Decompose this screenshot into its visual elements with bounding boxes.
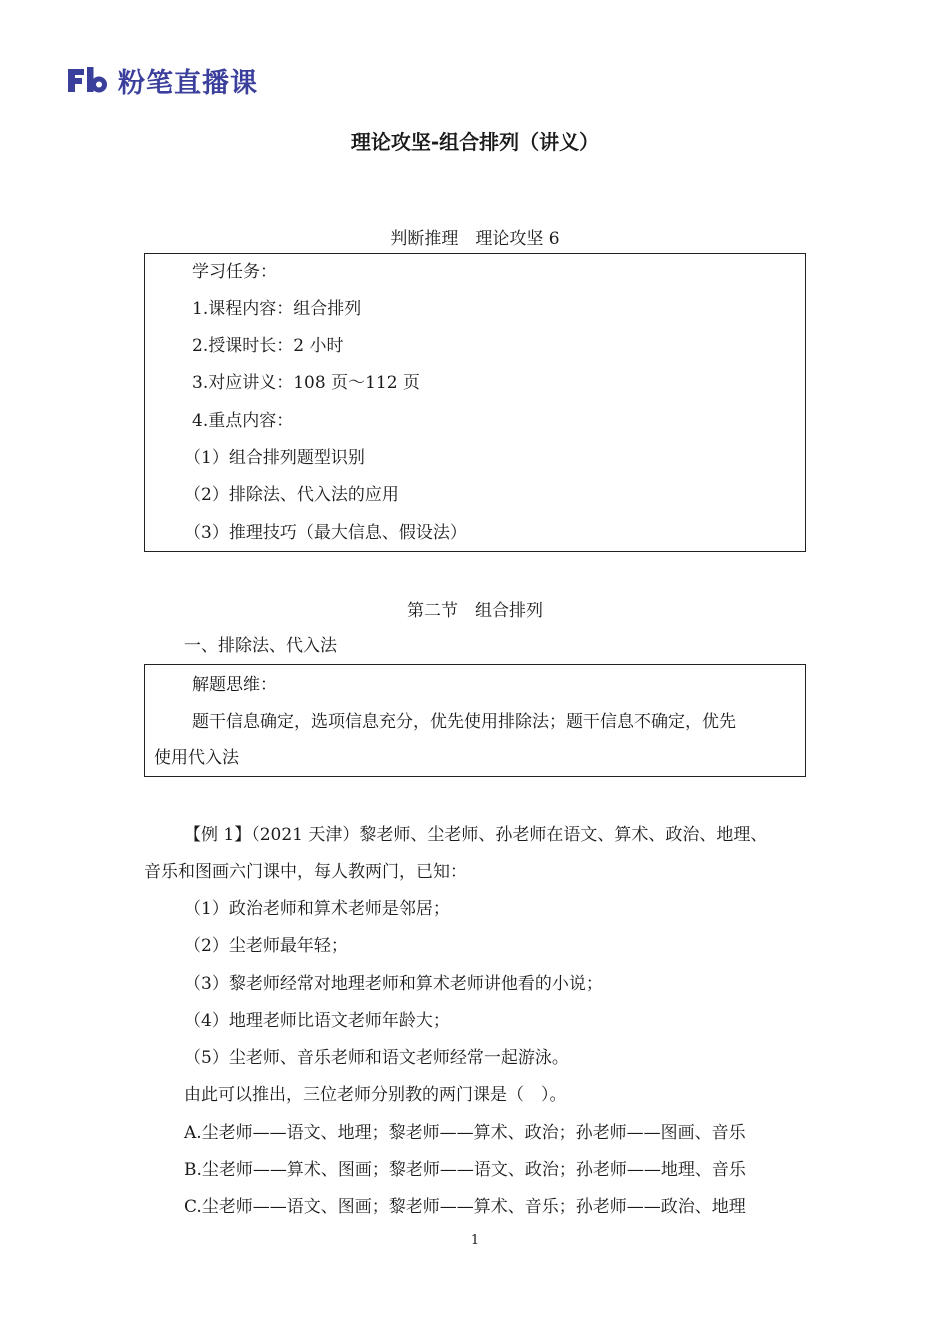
task-subitem: （3）推理技巧（最大信息、假设法） [184,523,467,543]
example-option-a: A.尘老师——语文、地理；黎老师——算术、政治；孙老师——图画、音乐 [184,1123,746,1143]
thinking-text-line: 题干信息确定，选项信息充分，优先使用排除法；题干信息不确定，优先 [192,712,736,732]
example-option-b: B.尘老师——算术、图画；黎老师——语文、政治；孙老师——地理、音乐 [184,1160,746,1180]
task-item: 3.对应讲义：108 页～112 页 [192,373,420,393]
brand-logo [66,60,258,100]
task-subitem: （2）排除法、代入法的应用 [184,485,399,505]
task-heading: 学习任务： [192,262,277,282]
brand-name: 粉笔直播课 [118,67,258,99]
example-condition: （2）尘老师最年轻； [184,936,348,956]
task-item: 2.授课时长：2 小时 [192,336,344,356]
example-question: 由此可以推出，三位老师分别教的两门课是（ ）。 [184,1085,567,1105]
example-condition: （4）地理老师比语文老师年龄大； [184,1011,450,1031]
task-subitem: （1）组合排列题型识别 [184,448,365,468]
task-item: 4.重点内容： [192,411,294,431]
subsection-title: 一、排除法、代入法 [184,636,337,656]
example-condition: （5）尘老师、音乐老师和语文老师经常一起游泳。 [184,1048,569,1068]
lecture-subtitle: 判断推理 理论攻坚 6 [390,229,560,249]
example-stem-line: 音乐和图画六门课中，每人教两门，已知： [144,862,467,882]
example-condition: （3）黎老师经常对地理老师和算术老师讲他看的小说； [184,974,603,994]
page-number: 1 [470,1233,480,1248]
fenbi-logo-icon [66,65,110,95]
example-stem-line: 【例 1】（2021 天津）黎老师、尘老师、孙老师在语文、算术、政治、地理、 [184,825,768,845]
thinking-heading: 解题思维： [192,675,277,695]
document-title: 理论攻坚-组合排列（讲义） [350,130,600,154]
task-item: 1.课程内容：组合排列 [192,299,362,319]
thinking-text-line: 使用代入法 [154,748,239,768]
example-option-c: C.尘老师——语文、图画；黎老师——算术、音乐；孙老师——政治、地理 [184,1197,746,1217]
section-title: 第二节 组合排列 [407,601,543,621]
example-condition: （1）政治老师和算术老师是邻居； [184,899,450,919]
